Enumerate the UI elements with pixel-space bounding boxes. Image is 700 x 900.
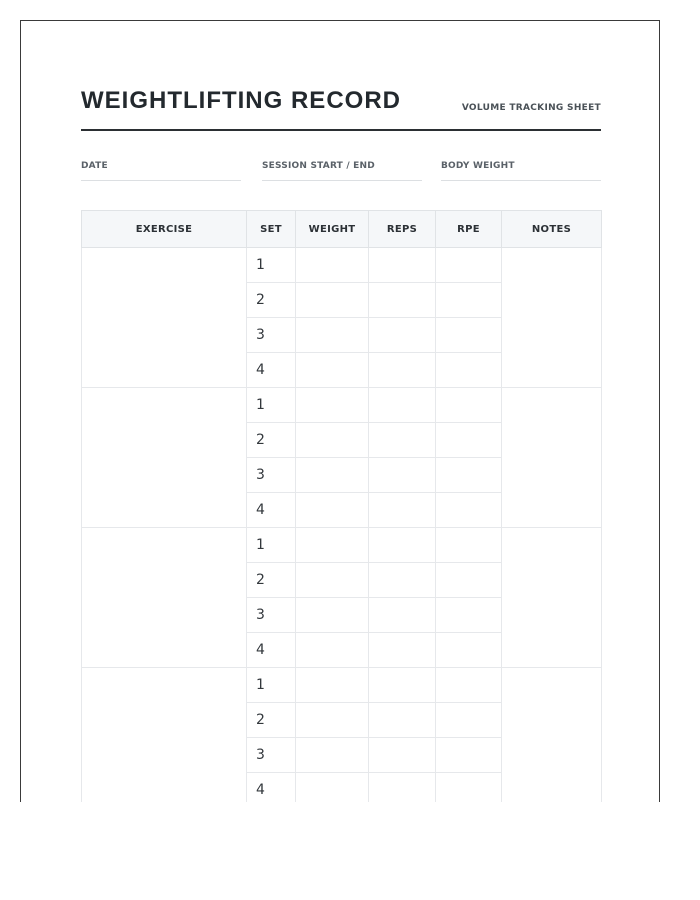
weight-cell[interactable]: [296, 633, 369, 668]
rpe-cell[interactable]: [436, 668, 502, 703]
sheet-title: WEIGHTLIFTING RECORD: [81, 87, 401, 114]
reps-cell[interactable]: [369, 703, 436, 738]
rpe-cell[interactable]: [436, 423, 502, 458]
reps-cell[interactable]: [369, 318, 436, 353]
rpe-cell[interactable]: [436, 598, 502, 633]
sheet-header: [81, 87, 601, 131]
reps-cell[interactable]: [369, 388, 436, 423]
reps-cell[interactable]: [369, 633, 436, 668]
reps-cell[interactable]: [369, 668, 436, 703]
exercise-cell[interactable]: [82, 388, 247, 528]
set-number-cell: 2: [247, 423, 296, 458]
set-number-cell: 4: [247, 493, 296, 528]
rpe-cell[interactable]: [436, 528, 502, 563]
sheet-subtitle: VOLUME TRACKING SHEET: [461, 103, 601, 113]
weight-cell[interactable]: [296, 353, 369, 388]
set-number-cell: 4: [247, 773, 296, 803]
reps-cell[interactable]: [369, 493, 436, 528]
exercise-cell[interactable]: [82, 248, 247, 388]
set-number-cell: 3: [247, 738, 296, 773]
set-number-cell: 2: [247, 283, 296, 318]
rpe-cell[interactable]: [436, 493, 502, 528]
reps-cell[interactable]: [369, 353, 436, 388]
rpe-cell[interactable]: [436, 633, 502, 668]
set-number-cell: 3: [247, 318, 296, 353]
rpe-cell[interactable]: [436, 458, 502, 493]
weight-cell[interactable]: [296, 738, 369, 773]
rpe-cell[interactable]: [436, 773, 502, 803]
date-label: DATE: [81, 161, 108, 171]
set-number-cell: 4: [247, 353, 296, 388]
reps-cell[interactable]: [369, 248, 436, 283]
session-time-field[interactable]: [262, 161, 422, 181]
rpe-cell[interactable]: [436, 738, 502, 773]
rpe-cell[interactable]: [436, 318, 502, 353]
reps-cell[interactable]: [369, 458, 436, 493]
weight-cell[interactable]: [296, 423, 369, 458]
rpe-cell[interactable]: [436, 248, 502, 283]
table-body: [82, 248, 602, 803]
rpe-cell[interactable]: [436, 703, 502, 738]
session-time-label: SESSION START / END: [262, 161, 375, 171]
lifting-log-table: [81, 210, 602, 802]
weight-cell[interactable]: [296, 458, 369, 493]
reps-cell[interactable]: [369, 528, 436, 563]
exercise-cell[interactable]: [82, 668, 247, 803]
table-row: [82, 248, 602, 283]
weight-cell[interactable]: [296, 703, 369, 738]
reps-cell[interactable]: [369, 598, 436, 633]
set-number-cell: 4: [247, 633, 296, 668]
weight-cell[interactable]: [296, 283, 369, 318]
set-number-cell: 1: [247, 528, 296, 563]
rpe-cell[interactable]: [436, 283, 502, 318]
exercise-column-header: EXERCISE: [82, 211, 247, 248]
set-number-cell: 2: [247, 703, 296, 738]
notes-cell[interactable]: [502, 668, 602, 803]
notes-cell[interactable]: [502, 528, 602, 668]
reps-cell[interactable]: [369, 738, 436, 773]
date-field[interactable]: [81, 161, 241, 181]
weight-cell[interactable]: [296, 598, 369, 633]
reps-cell[interactable]: [369, 773, 436, 803]
body-weight-label: BODY WEIGHT: [441, 161, 515, 171]
weight-cell[interactable]: [296, 773, 369, 803]
table-header-row: [82, 211, 602, 248]
table-row: [82, 388, 602, 423]
set-number-cell: 3: [247, 458, 296, 493]
set-column-header: SET: [247, 211, 296, 248]
set-number-cell: 2: [247, 563, 296, 598]
weight-column-header: WEIGHT: [296, 211, 369, 248]
weight-cell[interactable]: [296, 563, 369, 598]
table-row: [82, 528, 602, 563]
session-fields: [81, 161, 601, 181]
reps-column-header: REPS: [369, 211, 436, 248]
rpe-column-header: RPE: [436, 211, 502, 248]
reps-cell[interactable]: [369, 563, 436, 598]
set-number-cell: 1: [247, 388, 296, 423]
rpe-cell[interactable]: [436, 388, 502, 423]
record-sheet: [20, 20, 660, 802]
body-weight-field[interactable]: [441, 161, 601, 181]
set-number-cell: 1: [247, 248, 296, 283]
notes-cell[interactable]: [502, 248, 602, 388]
weight-cell[interactable]: [296, 528, 369, 563]
rpe-cell[interactable]: [436, 353, 502, 388]
set-number-cell: 1: [247, 668, 296, 703]
weight-cell[interactable]: [296, 318, 369, 353]
notes-cell[interactable]: [502, 388, 602, 528]
weight-cell[interactable]: [296, 493, 369, 528]
reps-cell[interactable]: [369, 423, 436, 458]
notes-column-header: NOTES: [502, 211, 602, 248]
weight-cell[interactable]: [296, 248, 369, 283]
weight-cell[interactable]: [296, 668, 369, 703]
table-row: [82, 668, 602, 703]
reps-cell[interactable]: [369, 283, 436, 318]
rpe-cell[interactable]: [436, 563, 502, 598]
weight-cell[interactable]: [296, 388, 369, 423]
set-number-cell: 3: [247, 598, 296, 633]
exercise-cell[interactable]: [82, 528, 247, 668]
